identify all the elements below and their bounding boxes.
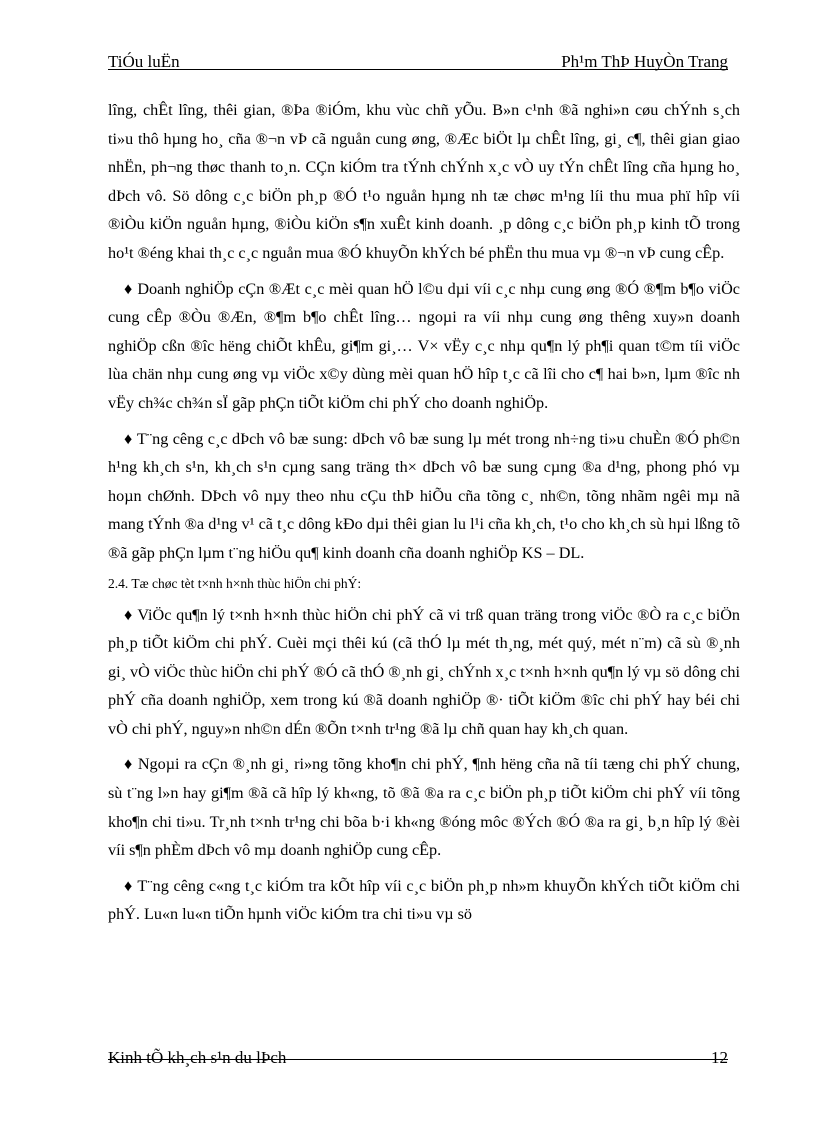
- header-title: TiÓu luËn: [108, 52, 180, 71]
- footer-rule: [108, 1059, 728, 1060]
- section-heading: 2.4. Tæ chøc tèt t×nh h×nh thùc hiÖn chi phÝ:: [108, 575, 362, 591]
- page-body: [108, 96, 740, 929]
- bullet-paragraph: ♦ ViÖc qu¶n lý t×nh h×nh thùc hiÖn chi phÝ cã vi trß quan träng trong viÖc ®Ò ra c¸c biÖn ph¸p tiÕt kiÖm chi phÝ. Cuèi mçi thêi kú (cã thÓ lµ mét th¸ng, mét quý, mét n¨m) cã sù ®¸nh gi¸ vÒ viÖc thùc hiÖn chi phÝ ®Ó cã thÓ ®¸nh gi¸ chÝnh x¸c t×nh h×nh qu¶n lý vµ sö dông chi phÝ cña doanh nghiÖp, xem trong kú ®ã doanh nghiÖp ®· tiÕt kiÖm ®îc chi phÝ hay béi chi vÒ chi phÝ, nguy»n nh©n dÉn ®Õn t×nh tr¹ng ®ã lµ chñ quan hay kh¸ch quan.: [108, 605, 740, 738]
- bullet-paragraph: ♦ Doanh nghiÖp cÇn ®Æt c¸c mèi quan hÖ l©u dµi víi c¸c nhµ cung øng ®Ó ®¶m b¶o viÖc cung cÊp ®Òu ®Æn, ®¶m b¶o chÊt lîng… ngoµi ra víi nhµ cung øng thêng xuy»n doanh nghiÖp cßn ®îc hëng chiÕt khÊu, gi¶m gi¸… V× vËy c¸c nhµ qu¶n lý ph¶i quan t©m tíi viÖc lùa chän nhµ cung øng vµ viÖc x©y dùng mèi quan hÖ hîp t¸c cã lîi cho c¶ hai b»n, lµm ®îc nh vËy ch¾c ch¾n sÏ gãp phÇn tiÕt kiÖm chi phÝ cho doanh nghiÖp.: [108, 279, 740, 412]
- body-paragraph: lîng, chÊt lîng, thêi gian, ®Þa ®iÓm, khu vùc chñ yÕu. B»n c¹nh ®ã nghi»n cøu chÝnh s¸ch ti»u thô hµng ho¸ cña ®¬n vÞ cã nguån cung øng, ®Æc biÖt lµ chÊt lîng, gi¸ c¶, thêi gian giao nhËn, ph¬ng thøc thanh to¸n. CÇn kiÓm tra tÝnh chÝnh x¸c vÒ uy tÝn chÊt lîng cña hµng ho¸ dÞch vô. Sö dông c¸c biÖn ph¸p ®Ó t¹o nguån hµng nh tæ chøc m¹ng líi thu mua phï hîp víi ®iÒu kiÖn nguån hµng, ®iÒu kiÖn s¶n xuÊt kinh doanh. ¸p dông c¸c biÖn ph¸p kinh tÕ trong ho¹t ®éng khai th¸c c¸c nguån mua ®Ó khuyÕn khÝch bé phËn thu mua vµ ®¬n vÞ cung cÊp.: [108, 101, 740, 262]
- page-number: 12: [711, 1048, 728, 1067]
- bullet-paragraph: ♦ T¨ng cêng c«ng t¸c kiÓm tra kÕt hîp víi c¸c biÖn ph¸p nh»m khuyÕn khÝch tiÕt kiÖm chi phÝ. Lu«n lu«n tiÕn hµnh viÖc kiÓm tra chi ti»u vµ sö: [108, 876, 740, 924]
- bullet-paragraph: ♦ Ngoµi ra cÇn ®¸nh gi¸ ri»ng tõng kho¶n chi phÝ, ¶nh hëng cña nã tíi tæng chi phÝ chung, sù t¨ng l»n hay gi¶m ®ã cã hîp lý kh«ng, tõ ®ã ®a ra c¸c biÖn ph¸p tiÕt kiÖm chi phÝ víi tõng kho¶n chi ti»u. Tr¸nh t×nh tr¹ng chi bõa b·i kh«ng ®óng môc ®Ých ®Ó ®a ra gi¸ b¸n hîp lý ®èi víi s¶n phÈm dÞch vô mµ doanh nghiÖp cung cÊp.: [108, 755, 740, 860]
- bullet-paragraph: ♦ T¨ng cêng c¸c dÞch vô bæ sung: dÞch vô bæ sung lµ mét trong nh÷ng ti»u chuÈn ®Ó ph©n h¹ng kh¸ch s¹n, kh¸ch s¹n cµng sang träng th× dÞch vô bæ sung cµng ®a d¹ng, phong phó vµ hoµn chØnh. DÞch vô nµy theo nhu cÇu thÞ hiÕu cña tõng c¸ nh©n, tõng nhãm ngêi mµ nã mang tÝnh ®a d¹ng v¹ cã t¸c dông kÐo dµi thêi gian lu l¹i cña kh¸ch, t¹o cho kh¸ch sù hµi lßng tõ ®ã gãp phÇn lµm t¨ng hiÖu qu¶ kinh doanh cña doanh nghiÖp KS – DL.: [108, 429, 740, 562]
- page-footer: [108, 1048, 728, 1072]
- header-author: Ph¹m ThÞ HuyÒn Trang: [561, 52, 728, 71]
- page-header: [108, 52, 728, 76]
- header-rule: [108, 69, 728, 70]
- footer-title: Kinh tÕ kh¸ch s¹n du lÞch: [108, 1048, 287, 1067]
